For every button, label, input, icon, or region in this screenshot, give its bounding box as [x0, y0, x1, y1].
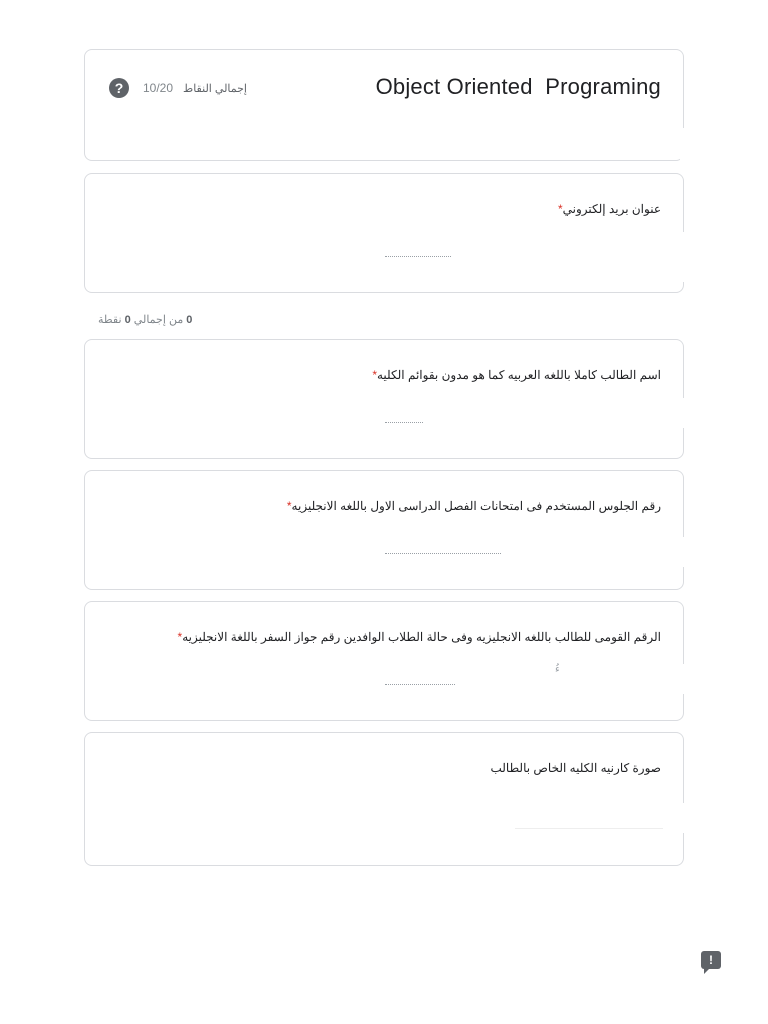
card-edge [680, 232, 684, 282]
question-seat-card [84, 470, 684, 590]
name-answer-field[interactable] [385, 422, 423, 423]
card-edge [680, 664, 684, 694]
card-edge [680, 803, 684, 833]
national-id-answer-field[interactable] [385, 684, 455, 685]
card-edge [680, 537, 684, 567]
section-total: 0 [124, 314, 131, 326]
card-edge [680, 128, 684, 162]
score-value: 10/20 [143, 81, 174, 95]
question-seat-label [283, 499, 661, 513]
answer-mark: ءُ [555, 664, 560, 675]
photo-upload-area[interactable] [515, 828, 663, 829]
section-score: 0 [186, 314, 193, 326]
question-photo-card [84, 732, 684, 866]
question-text: رقم الجلوس المستخدم فى امتحانات الفصل الدراسى الاول باللغه الانجليزيه [291, 499, 661, 513]
email-answer-field[interactable] [385, 256, 451, 257]
section-score-summary [98, 313, 192, 326]
form-header-card [84, 49, 684, 161]
question-text: عنوان بريد إلكتروني [562, 202, 661, 216]
question-text: اسم الطالب كاملا باللغه العربيه كما هو مدون بقوائم الكليه [377, 368, 661, 382]
required-marker: * [286, 499, 292, 513]
form-title: Object Oriented Programing [375, 74, 661, 99]
question-name-card [84, 339, 684, 459]
total-points-label: إجمالي النقاط [183, 82, 247, 95]
total-points [109, 78, 247, 98]
card-edge [680, 398, 684, 428]
section-score-mid: من إجمالي [133, 314, 184, 326]
question-national-id-label [174, 630, 661, 644]
question-email-label [554, 202, 661, 216]
feedback-icon[interactable]: ! [701, 951, 721, 969]
question-national-id-card [84, 601, 684, 721]
help-icon[interactable]: ? [109, 78, 129, 98]
seat-answer-field[interactable] [385, 553, 501, 554]
question-email-card [84, 173, 684, 293]
required-marker: * [557, 202, 563, 216]
required-marker: * [177, 630, 183, 644]
question-photo-label: صورة كارنيه الكليه الخاص بالطالب [490, 761, 661, 775]
required-marker: * [372, 368, 377, 382]
question-name-label [368, 368, 661, 382]
section-unit: نقطة [98, 314, 122, 326]
question-text: الرقم القومى للطالب باللغه الانجليزيه وفى حالة الطلاب الوافدين رقم جواز السفر باللغة الانجليزيه [182, 630, 661, 644]
